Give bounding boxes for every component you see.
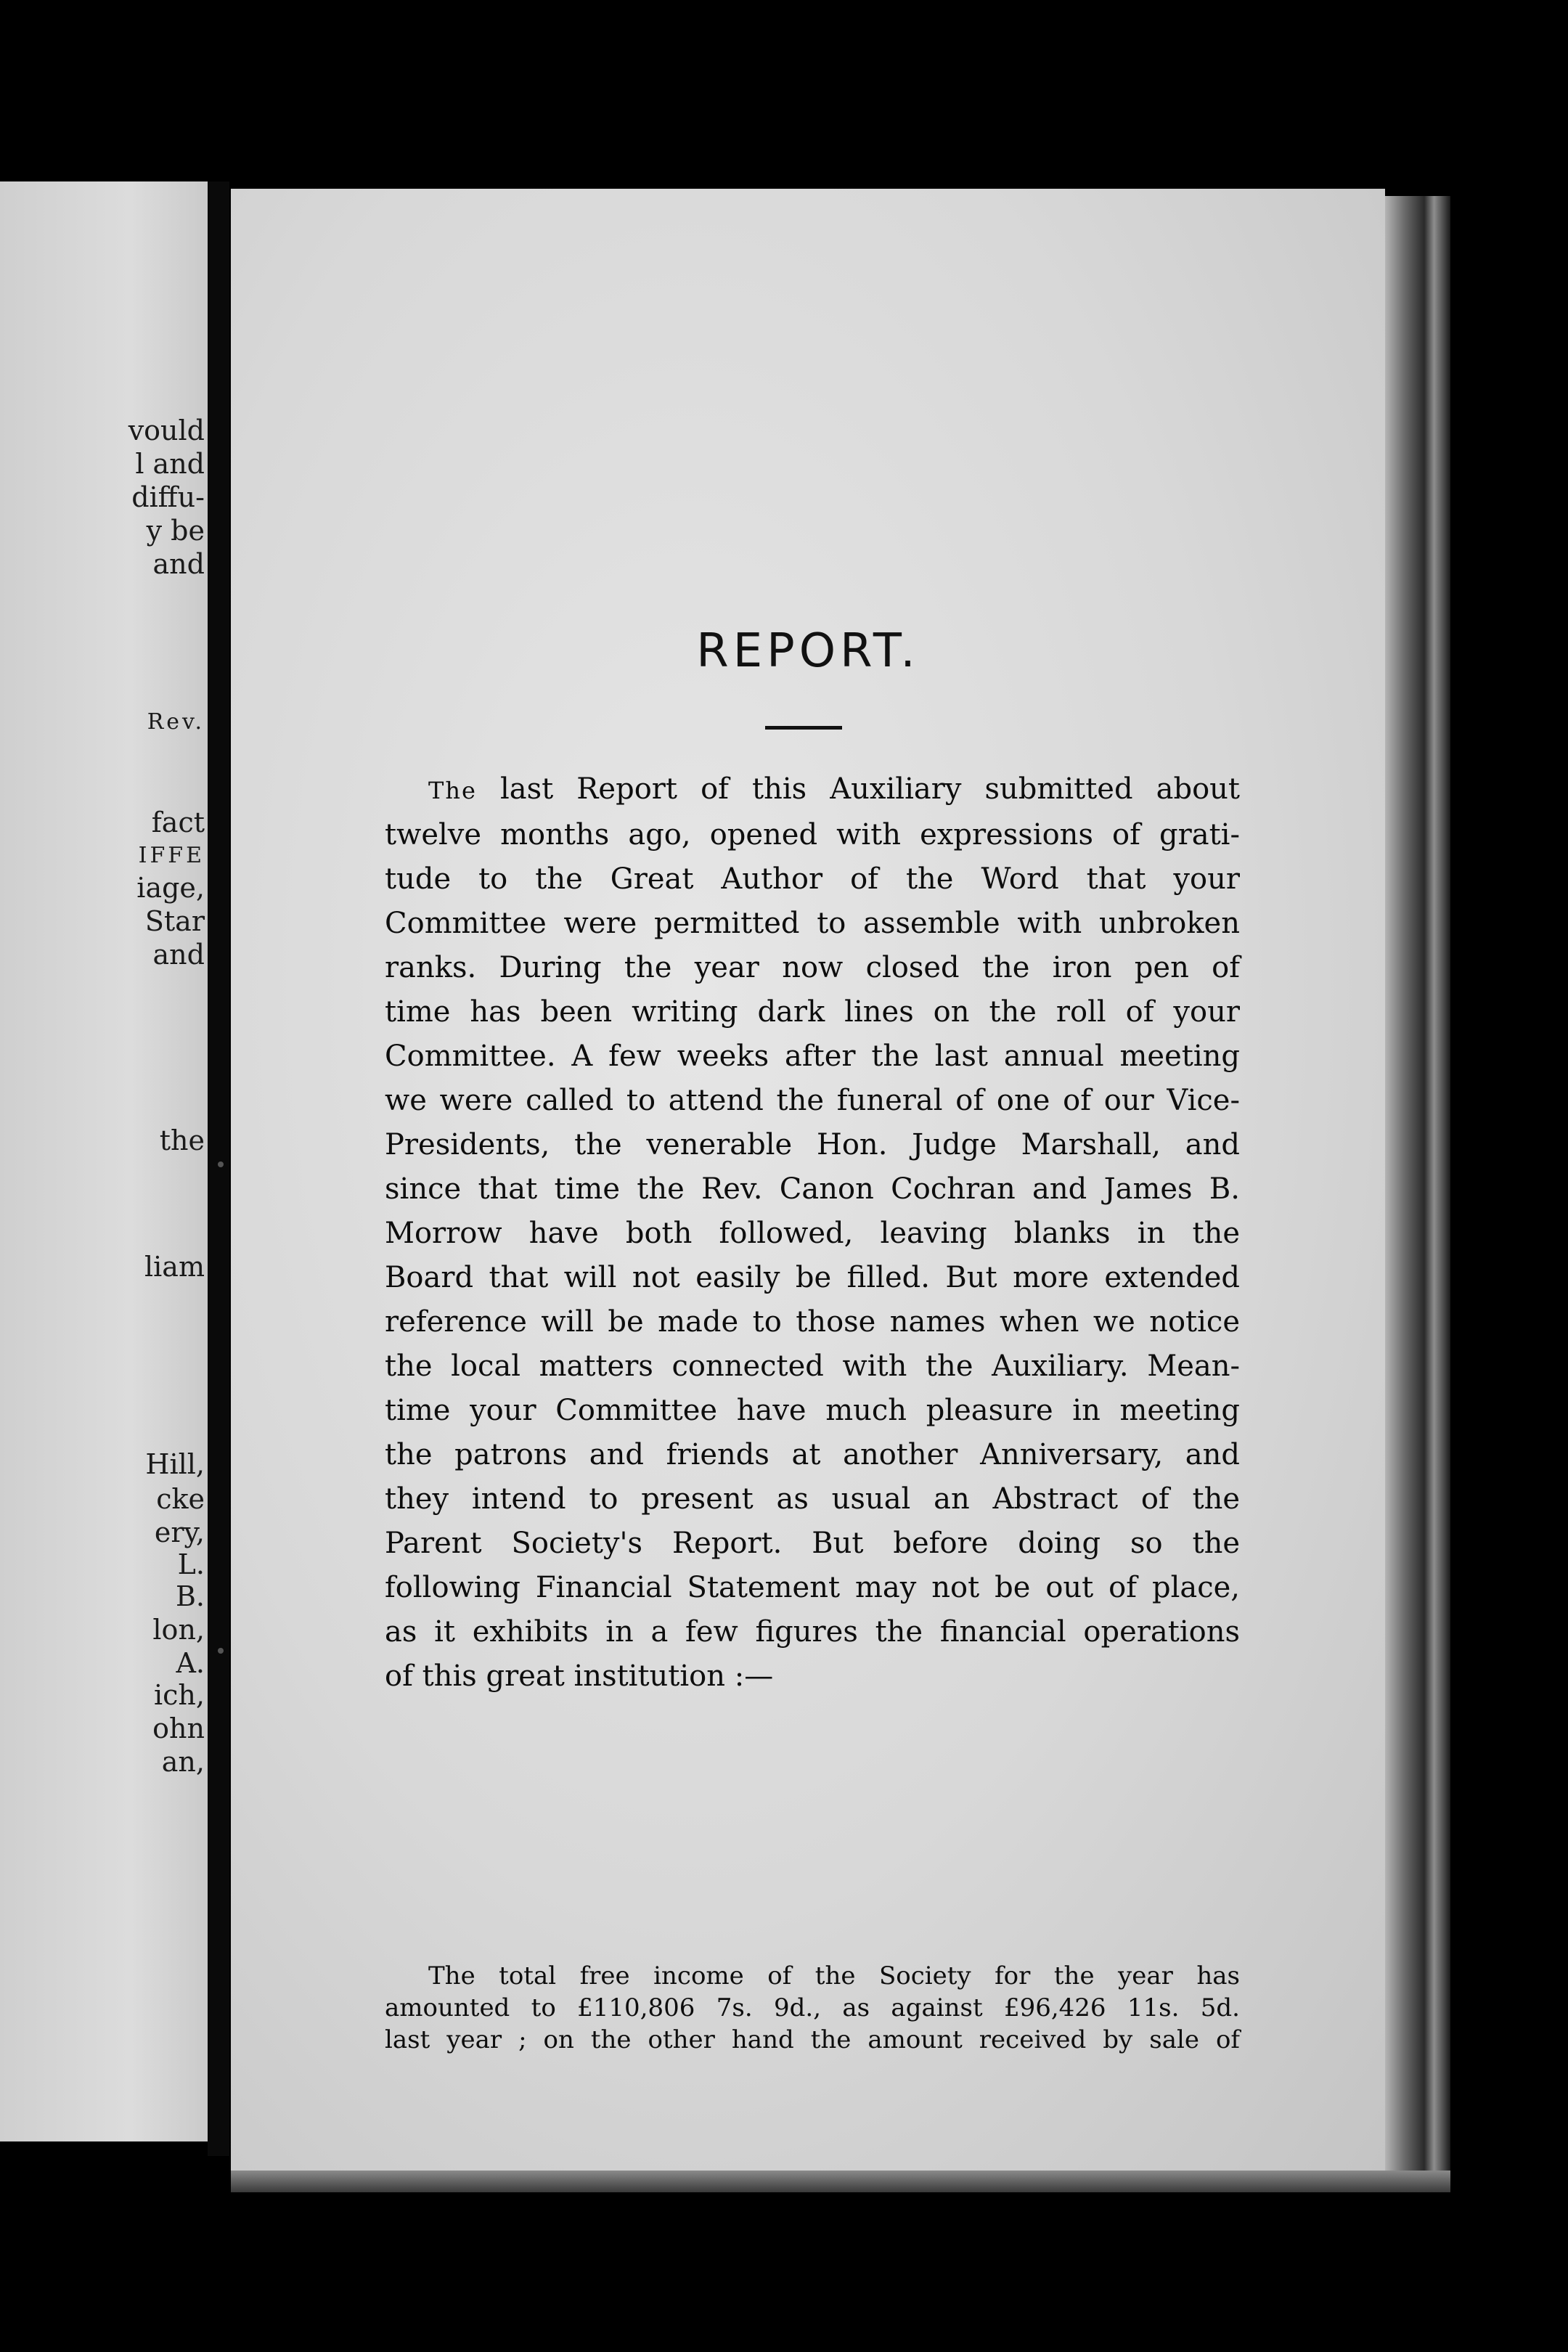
left-fragment: vould <box>128 415 205 446</box>
binding-thread <box>218 1648 224 1654</box>
lead-word: The <box>428 777 477 804</box>
text-line: amounted to £110,806 7s. 9d., as against £96,426 11s. 5d. <box>385 1993 1240 2022</box>
left-fragment: A. <box>176 1647 205 1679</box>
left-fragment: Star <box>144 905 205 937</box>
text-line: Presidents, the venerable Hon. Judge Marshall, and <box>385 1128 1240 1161</box>
binding-thread <box>218 1161 224 1167</box>
text-line: time has been writing dark lines on the roll of your <box>385 995 1240 1029</box>
left-fragment: L. <box>177 1548 205 1580</box>
left-fragment: iage, <box>136 872 205 904</box>
page-title: REPORT. <box>696 624 920 678</box>
left-fragment: and <box>152 548 205 580</box>
text-line: the patrons and friends at another Anniversary, and <box>385 1438 1240 1471</box>
text-line: Parent Society's Report. But before doing so the <box>385 1527 1240 1560</box>
text-line: ranks. During the year now closed the iron pen of <box>385 951 1240 984</box>
left-fragment: Rev. <box>147 709 205 735</box>
book-gutter <box>208 181 229 2156</box>
left-fragment: l and <box>135 448 205 480</box>
text-line: The last Report of this Auxiliary submitted about <box>428 772 1241 806</box>
text-line: The total free income of the Society for the year has <box>428 1961 1240 1990</box>
page-edges <box>1385 196 1450 2171</box>
title-rule <box>765 726 842 730</box>
text-line: Board that will not easily be filled. But more extended <box>385 1261 1240 1294</box>
left-fragment: ich, <box>154 1679 205 1711</box>
text-line: time your Committee have much pleasure in meeting <box>385 1394 1240 1427</box>
left-fragment: ery, <box>154 1516 205 1548</box>
book-bottom-edge <box>231 2171 1450 2192</box>
text-line: twelve months ago, opened with expressions of grati- <box>385 818 1240 852</box>
left-page-fragment <box>0 181 218 2141</box>
left-fragment: cke <box>156 1483 205 1515</box>
left-fragment: ohn <box>152 1712 205 1744</box>
left-fragment: lon, <box>152 1614 205 1646</box>
text-line: as it exhibits in a few figures the financial operations <box>385 1615 1240 1649</box>
left-fragment: fact <box>151 807 205 838</box>
left-fragment: B. <box>175 1580 205 1612</box>
left-fragment: and <box>152 939 205 971</box>
text-line: since that time the Rev. Canon Cochran and James B. <box>385 1172 1240 1206</box>
text-line: of this great institution :— <box>385 1659 774 1693</box>
text-line: Morrow have both followed, leaving blanks in the <box>385 1217 1240 1250</box>
left-fragment: an, <box>161 1746 205 1778</box>
report-page <box>231 189 1385 2178</box>
text-line: tude to the Great Author of the Word that your <box>385 862 1240 896</box>
text-line: Committee were permitted to assemble with unbroken <box>385 907 1240 940</box>
left-fragment: IFFE <box>138 843 205 868</box>
text-line: they intend to present as usual an Abstract of the <box>385 1482 1240 1516</box>
text-line: reference will be made to those names when we notice <box>385 1305 1240 1339</box>
report-small-print <box>385 1960 1240 2056</box>
left-fragment: liam <box>144 1251 205 1283</box>
left-fragment: diffu- <box>131 481 205 513</box>
text-line: the local matters connected with the Auxiliary. Mean- <box>385 1349 1240 1383</box>
text-line: following Financial Statement may not be out of place, <box>385 1571 1240 1604</box>
text-line: last year ; on the other hand the amount received by sale of <box>385 2025 1240 2054</box>
report-body <box>385 767 1240 1699</box>
text-line: we were called to attend the funeral of one of our Vice- <box>385 1084 1240 1117</box>
left-fragment: y be <box>146 515 205 547</box>
left-fragment: Hill, <box>145 1448 205 1480</box>
left-fragment: the <box>159 1124 205 1156</box>
text-line: Committee. A few weeks after the last annual meeting <box>385 1040 1240 1073</box>
